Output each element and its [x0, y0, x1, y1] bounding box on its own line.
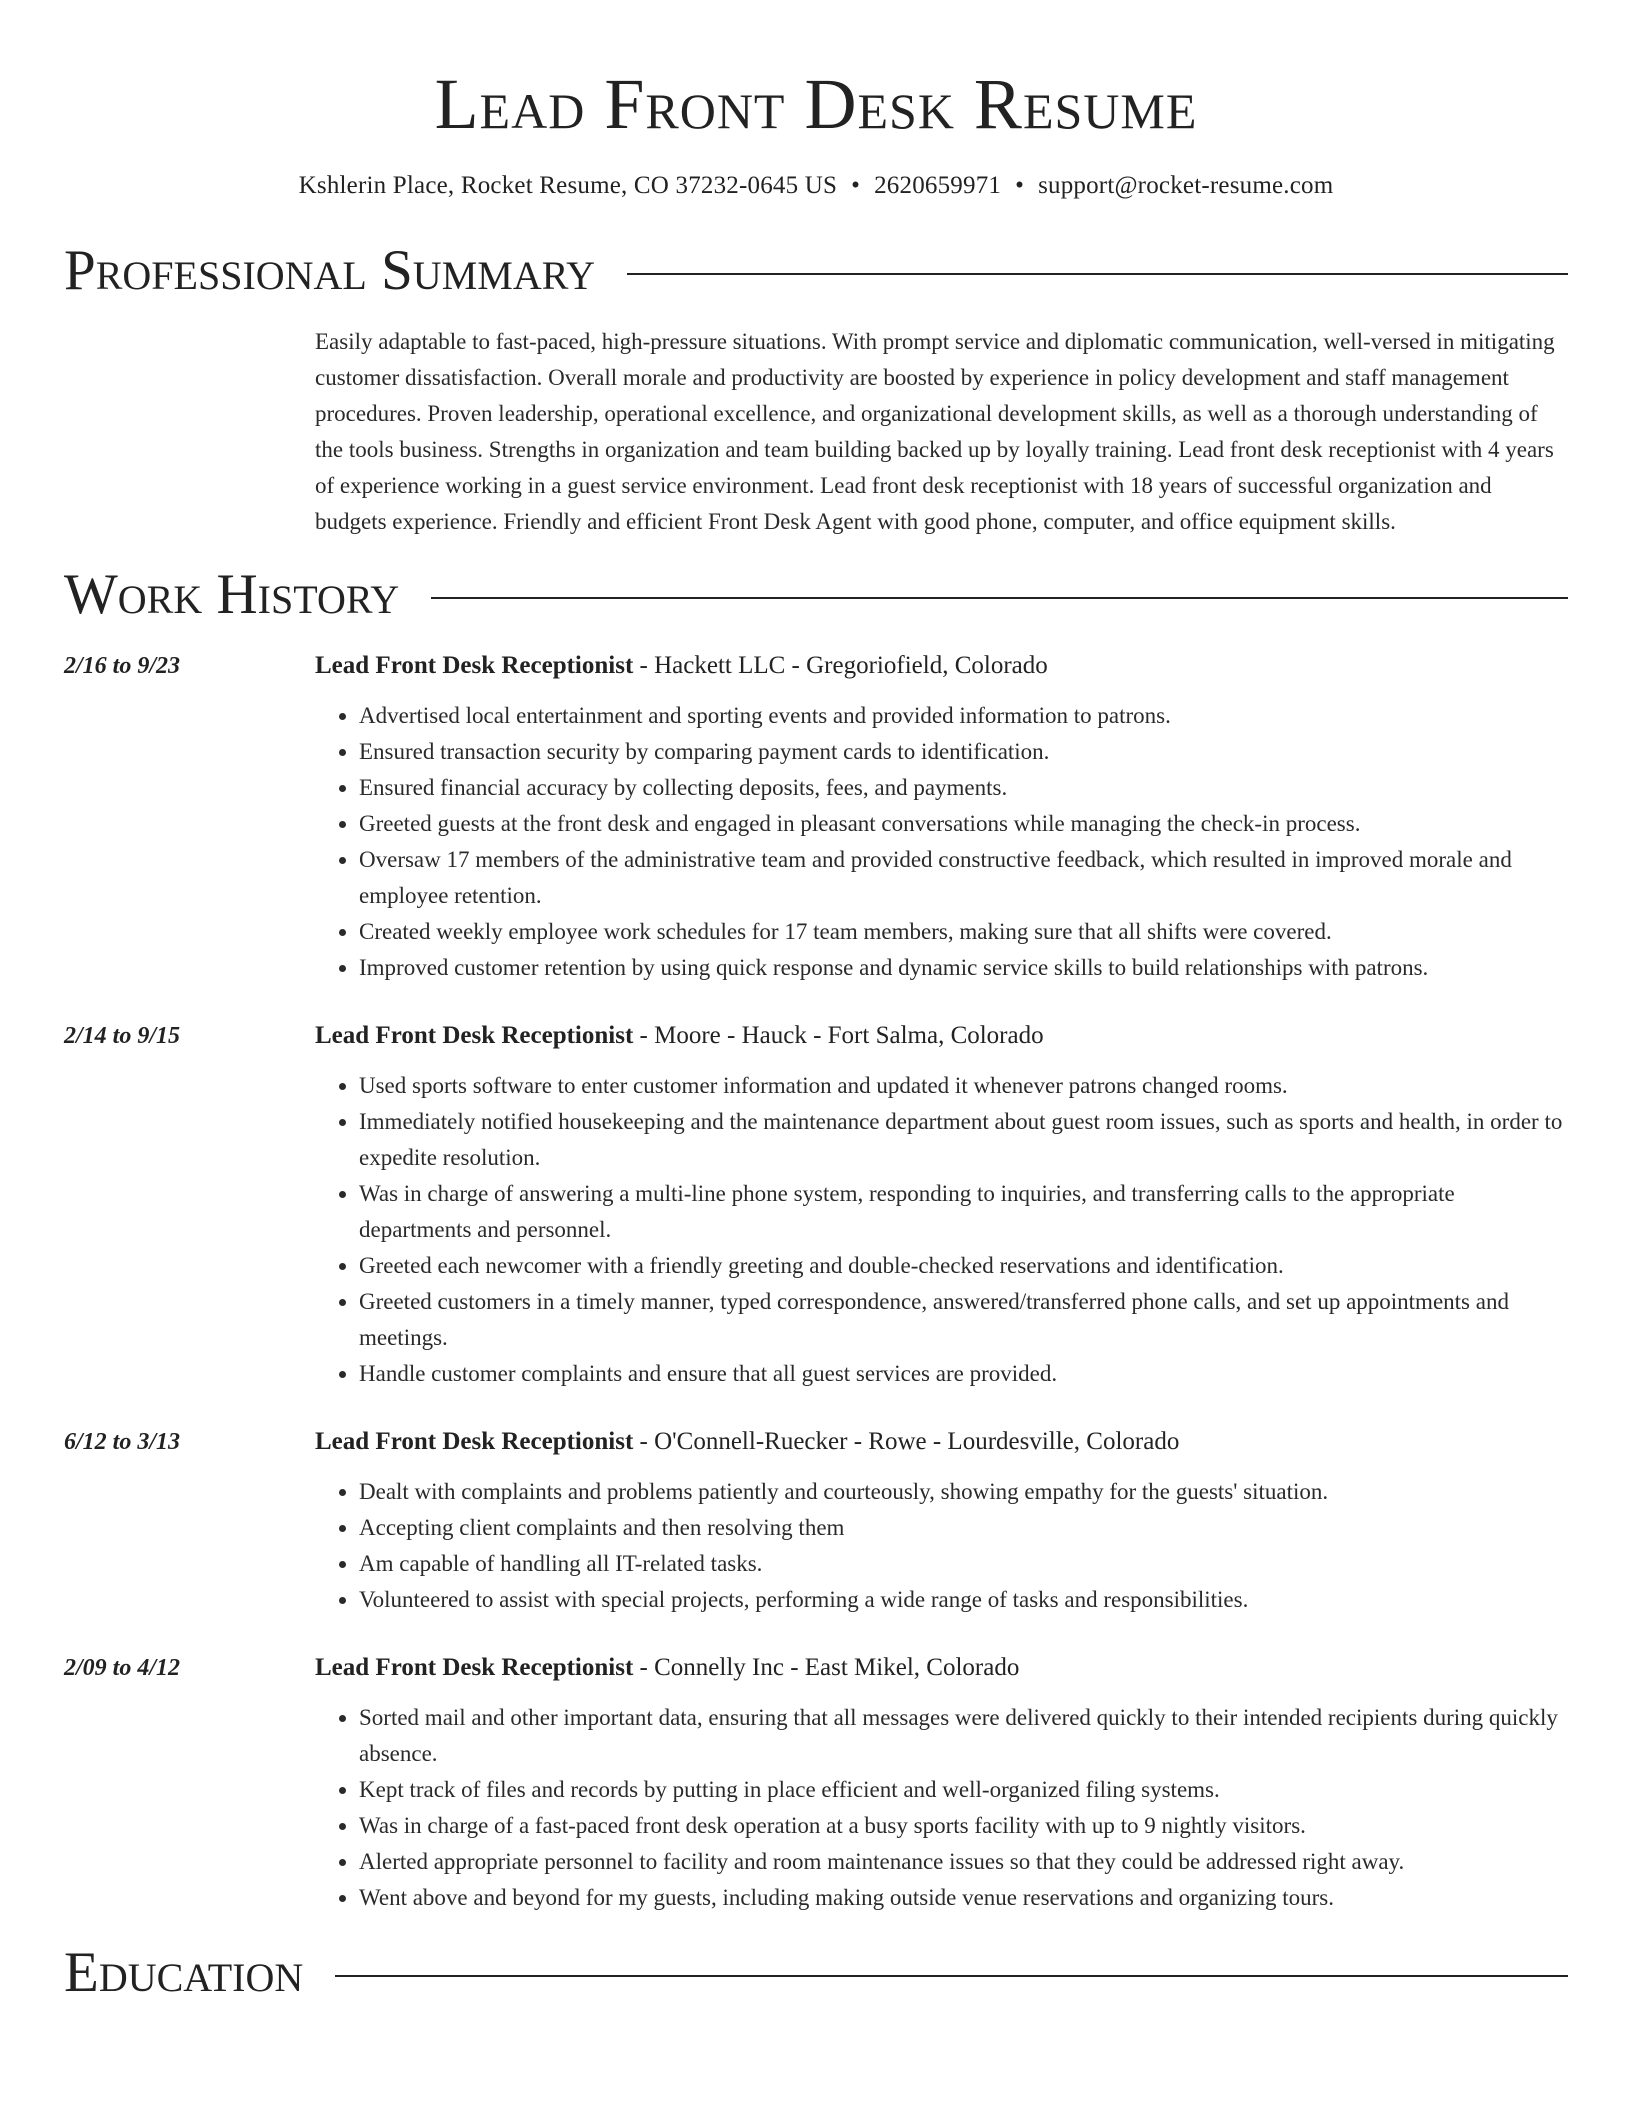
- job-bullet: • Dealt with complaints and problems patiently and courteously, showing empathy for the guests' situation.: [359, 1474, 1568, 1510]
- contact-phone: 2620659971: [874, 172, 1002, 199]
- resume-title: Lead Front Desk Resume: [434, 64, 1198, 144]
- contact-line: [64, 170, 1568, 202]
- section-divider: [335, 1975, 1568, 1977]
- job-bullet: • Ensured financial accuracy by collecting deposits, fees, and payments.: [359, 770, 1568, 806]
- job-role: Lead Front Desk Receptionist: [315, 652, 634, 679]
- job-bullet: • Alerted appropriate personnel to facility and room maintenance issues so that they could be addressed right away.: [359, 1844, 1568, 1880]
- summary-text: Easily adaptable to fast-paced, high-pressure situations. With prompt service and diplomatic communication, well-versed in mitigating customer dissatisfaction. Overall morale and productivity are boosted by experience in policy development and staff management procedures. Proven leadership, operational excellence, and organizational development skills, as well as a thorough understanding of the tools business. Strengths in organization and team building backed up by loyally training. Lead front desk receptionist with 4 years of experience working in a guest service environment. Lead front desk receptionist with 18 years of successful organization and budgets experience. Friendly and efficient Front Desk Agent with good phone, computer, and office equipment skills.: [315, 329, 1555, 534]
- summary-heading: Professional Summary: [64, 239, 596, 302]
- job-bullet: • Sorted mail and other important data, ensuring that all messages were delivered quickly to their intended recipients during quickly absence.: [359, 1700, 1568, 1772]
- job-bullet: • Greeted each newcomer with a friendly greeting and double-checked reservations and identification.: [359, 1248, 1568, 1284]
- job-employer: - Moore - Hauck - Fort Salma, Colorado: [633, 1022, 1044, 1049]
- job-bullet: • Was in charge of answering a multi-line phone system, responding to inquiries, and transferring calls to the appropriate departments and personnel.: [359, 1176, 1568, 1248]
- job-bullet: • Am capable of handling all IT-related tasks.: [359, 1546, 1568, 1582]
- job-role: Lead Front Desk Receptionist: [315, 1022, 634, 1049]
- job-employer: - Hackett LLC - Gregoriofield, Colorado: [633, 652, 1048, 679]
- job-bullet: • Greeted customers in a timely manner, typed correspondence, answered/transferred phone calls, and set up appointments and meetings.: [359, 1284, 1568, 1356]
- job-header: [64, 1018, 1568, 1054]
- job-title: [315, 1424, 1179, 1460]
- job-bullet: • Created weekly employee work schedules for 17 team members, making sure that all shifts were covered.: [359, 914, 1568, 950]
- job-bullet: • Was in charge of a fast-paced front desk operation at a busy sports facility with up to 9 nightly visitors.: [359, 1808, 1568, 1844]
- job-bullet: • Ensured transaction security by comparing payment cards to identification.: [359, 734, 1568, 770]
- education-section-header: [64, 1940, 1568, 2006]
- job-bullet: • Oversaw 17 members of the administrative team and provided constructive feedback, which resulted in improved morale and employee retention.: [359, 842, 1568, 914]
- job-entry: [64, 1424, 1568, 1618]
- job-bullet: • Immediately notified housekeeping and the maintenance department about guest room issues, such as sports and health, in order to expedite resolution.: [359, 1104, 1568, 1176]
- job-bullet: • Advertised local entertainment and sporting events and provided information to patrons.: [359, 698, 1568, 734]
- education-heading: Education: [64, 1941, 304, 2004]
- contact-email[interactable]: support@rocket-resume.com: [1038, 172, 1334, 199]
- job-role: Lead Front Desk Receptionist: [315, 1654, 634, 1681]
- job-bullets: [64, 1700, 1568, 1916]
- section-divider: [431, 597, 1568, 599]
- job-bullet: • Accepting client complaints and then resolving them: [359, 1510, 1568, 1546]
- job-title: [315, 1650, 1019, 1686]
- work-history-heading: Work History: [64, 563, 400, 626]
- section-divider: [627, 273, 1568, 275]
- job-dates: 2/14 to 9/15: [64, 1023, 181, 1049]
- job-employer: - O'Connell-Ruecker - Rowe - Lourdesville, Colorado: [633, 1428, 1180, 1455]
- job-title: [315, 1018, 1044, 1054]
- job-bullets: [64, 1474, 1568, 1618]
- job-bullet: • Handle customer complaints and ensure that all guest services are provided.: [359, 1356, 1568, 1392]
- job-role: Lead Front Desk Receptionist: [315, 1428, 634, 1455]
- job-bullet: • Volunteered to assist with special projects, performing a wide range of tasks and responsibilities.: [359, 1582, 1568, 1618]
- job-dates: 6/12 to 3/13: [64, 1429, 181, 1455]
- summary-section-header: [64, 238, 1568, 304]
- work-history-section-header: [64, 562, 1568, 628]
- job-header: [64, 1424, 1568, 1460]
- job-dates: 2/16 to 9/23: [64, 653, 181, 679]
- contact-separator: •: [1015, 172, 1025, 199]
- job-header: [64, 1650, 1568, 1686]
- job-header: [64, 648, 1568, 684]
- job-bullet: • Kept track of files and records by putting in place efficient and well-organized filing systems.: [359, 1772, 1568, 1808]
- job-list: [64, 648, 1568, 1916]
- contact-address: Kshlerin Place, Rocket Resume, CO 37232-0645 US: [298, 172, 838, 199]
- contact-separator: •: [851, 172, 861, 199]
- job-title: [315, 648, 1048, 684]
- job-dates: 2/09 to 4/12: [64, 1655, 181, 1681]
- job-entry: [64, 648, 1568, 986]
- job-bullet: • Improved customer retention by using quick response and dynamic service skills to build relationships with patrons.: [359, 950, 1568, 986]
- job-bullets: [64, 1068, 1568, 1392]
- job-employer: - Connelly Inc - East Mikel, Colorado: [633, 1654, 1020, 1681]
- job-bullet: • Went above and beyond for my guests, including making outside venue reservations and organizing tours.: [359, 1880, 1568, 1916]
- job-bullets: [64, 698, 1568, 986]
- job-bullet: • Greeted guests at the front desk and engaged in pleasant conversations while managing the check-in process.: [359, 806, 1568, 842]
- job-entry: [64, 1650, 1568, 1916]
- job-bullet: • Used sports software to enter customer information and updated it whenever patrons changed rooms.: [359, 1068, 1568, 1104]
- job-entry: [64, 1018, 1568, 1392]
